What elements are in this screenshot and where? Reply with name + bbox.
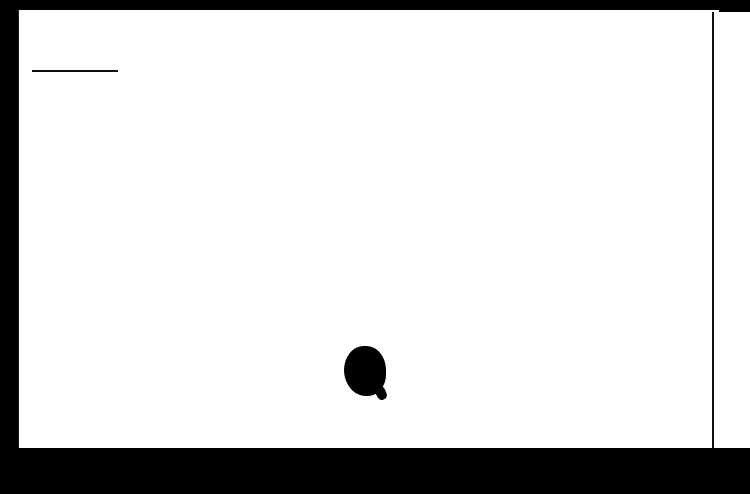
handwritten-underline — [32, 70, 118, 72]
adjacent-card — [712, 12, 750, 448]
